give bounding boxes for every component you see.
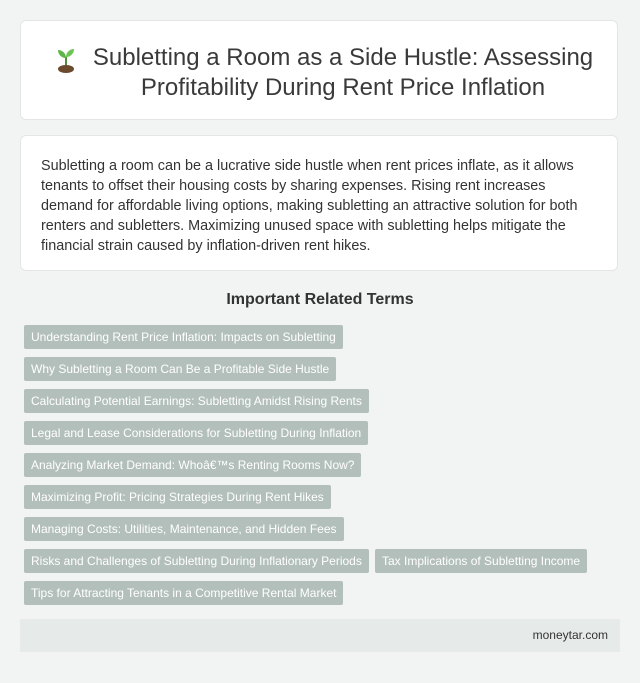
term-link[interactable]: Tax Implications of Subletting Income (375, 549, 587, 573)
term-link[interactable]: Risks and Challenges of Subletting During Inflationary Periods (24, 549, 369, 573)
term-link[interactable]: Analyzing Market Demand: Whoâ€™s Renting Rooms Now? (24, 453, 361, 477)
intro-card (20, 135, 618, 271)
page-title: Subletting a Room as a Side Hustle: Assessing Profitability During Rent Price Inflation (92, 44, 594, 101)
term-link[interactable]: Managing Costs: Utilities, Maintenance, and Hidden Fees (24, 517, 344, 541)
footer-site-link[interactable]: moneytar.com (532, 628, 608, 642)
term-link[interactable]: Why Subletting a Room Can Be a Profitable Side Hustle (24, 357, 336, 381)
term-link[interactable]: Maximizing Profit: Pricing Strategies During Rent Hikes (24, 485, 331, 509)
term-link[interactable]: Tips for Attracting Tenants in a Competitive Rental Market (24, 581, 343, 605)
seedling-icon (51, 44, 81, 74)
footer (20, 619, 620, 652)
term-link[interactable]: Legal and Lease Considerations for Subletting During Inflation (24, 421, 368, 445)
term-link[interactable]: Calculating Potential Earnings: Subletting Amidst Rising Rents (24, 389, 369, 413)
title-card (20, 20, 618, 120)
related-terms-heading: Important Related Terms (226, 291, 414, 308)
intro-paragraph: Subletting a room can be a lucrative side hustle when rent prices inflate, as it allows tenants to offset their housing costs by sharing expenses. Rising rent increases demand for affordable living options, making subletting an attractive solution for both renters and subletters. Maximizing unused space with subletting helps mitigate the financial strain caused by inflation-driven rent hikes. (41, 158, 578, 254)
term-link[interactable]: Understanding Rent Price Inflation: Impacts on Subletting (24, 325, 343, 349)
